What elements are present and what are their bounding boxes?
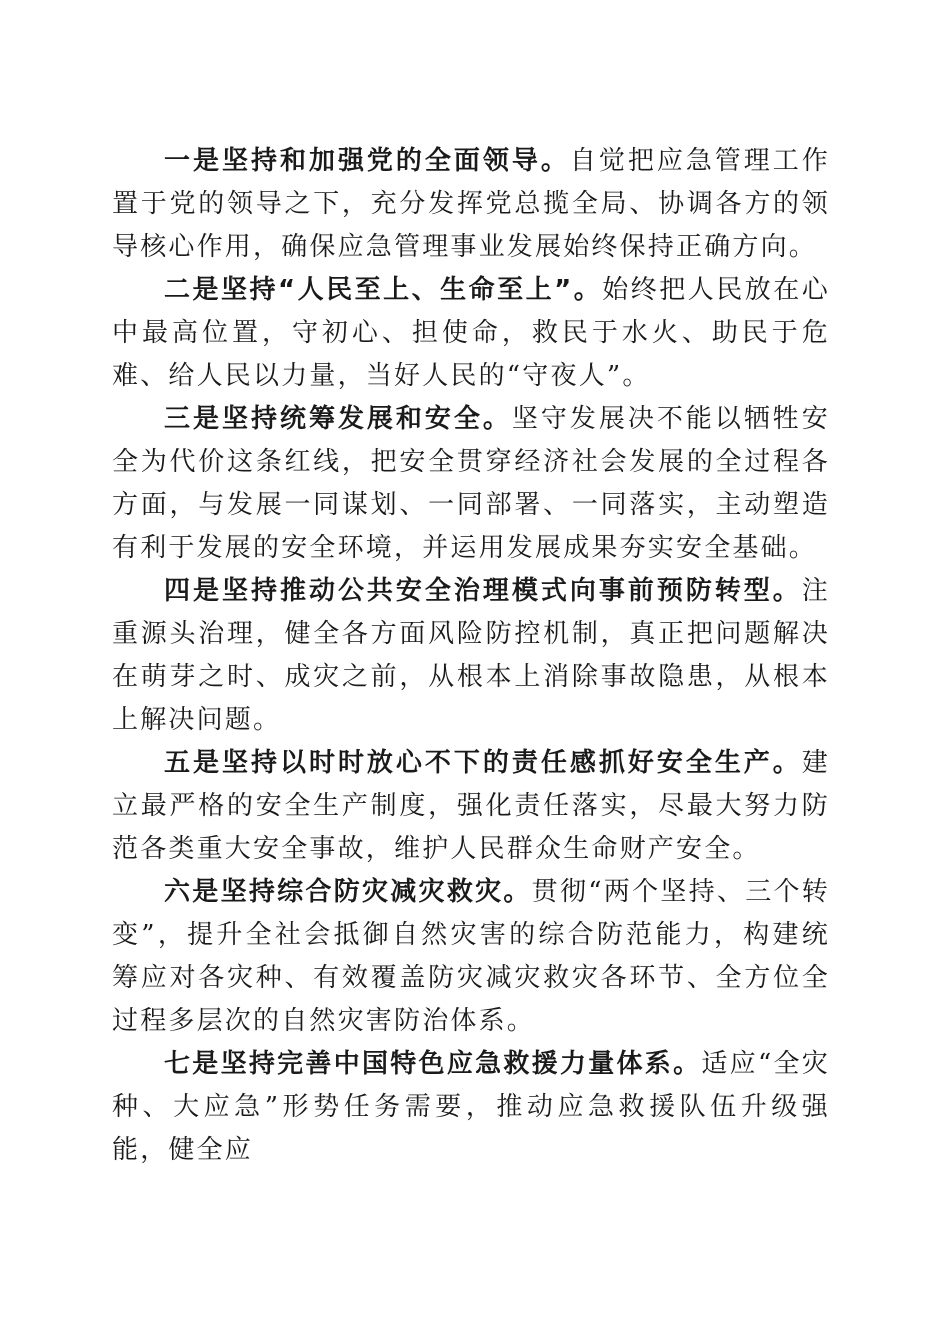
paragraph-lead: 七是坚持完善中国特色应急救援力量体系。	[164, 1049, 702, 1079]
paragraph-7	[112, 1043, 830, 1172]
paragraph-text: 始终把人民放在心中最高位置，守初心、担使命，救民于水火、助民于危难、给人民以力量，当好人民的“守夜人”。	[112, 275, 830, 391]
paragraph-lead: 四是坚持推动公共安全治理模式向事前预防转型。	[164, 576, 802, 606]
paragraph-5	[112, 742, 830, 871]
paragraph-3	[112, 398, 830, 570]
paragraph-text: 建立最严格的安全生产制度，强化责任落实，尽最大努力防范各类重大安全事故，维护人民群众生命财产安全。	[112, 748, 830, 864]
paragraph-2	[112, 269, 830, 398]
paragraph-lead: 三是坚持统筹发展和安全。	[164, 404, 512, 434]
paragraph-4	[112, 570, 830, 742]
paragraph-lead: 一是坚持和加强党的全面领导。	[164, 146, 570, 176]
paragraph-text: 贯彻“两个坚持、三个转变”，提升全社会抵御自然灾害的综合防范能力，构建统筹应对各灾种、有效覆盖防灾减灾救灾各环节、全方位全过程多层次的自然灾害防治体系。	[112, 877, 830, 1036]
paragraph-text: 坚守发展决不能以牺牲安全为代价这条红线，把安全贯穿经济社会发展的全过程各方面，与发展一同谋划、一同部署、一同落实，主动塑造有利于发展的安全环境，并运用发展成果夯实安全基础。	[112, 404, 830, 563]
document-body	[112, 140, 830, 1172]
paragraph-lead: 二是坚持“人民至上、生命至上”。	[164, 275, 603, 305]
paragraph-text: 适应“全灾种、大应急”形势任务需要，推动应急救援队伍升级强能，健全应	[112, 1049, 830, 1165]
paragraph-6	[112, 871, 830, 1043]
paragraph-text: 自觉把应急管理工作置于党的领导之下，充分发挥党总揽全局、协调各方的领导核心作用，确保应急管理事业发展始终保持正确方向。	[112, 146, 830, 262]
paragraph-1	[112, 140, 830, 269]
paragraph-text: 注重源头治理，健全各方面风险防控机制，真正把问题解决在萌芽之时、成灾之前，从根本上消除事故隐患，从根本上解决问题。	[112, 576, 830, 735]
paragraph-lead: 五是坚持以时时放心不下的责任感抓好安全生产。	[164, 748, 802, 778]
paragraph-lead: 六是坚持综合防灾减灾救灾。	[164, 877, 532, 907]
